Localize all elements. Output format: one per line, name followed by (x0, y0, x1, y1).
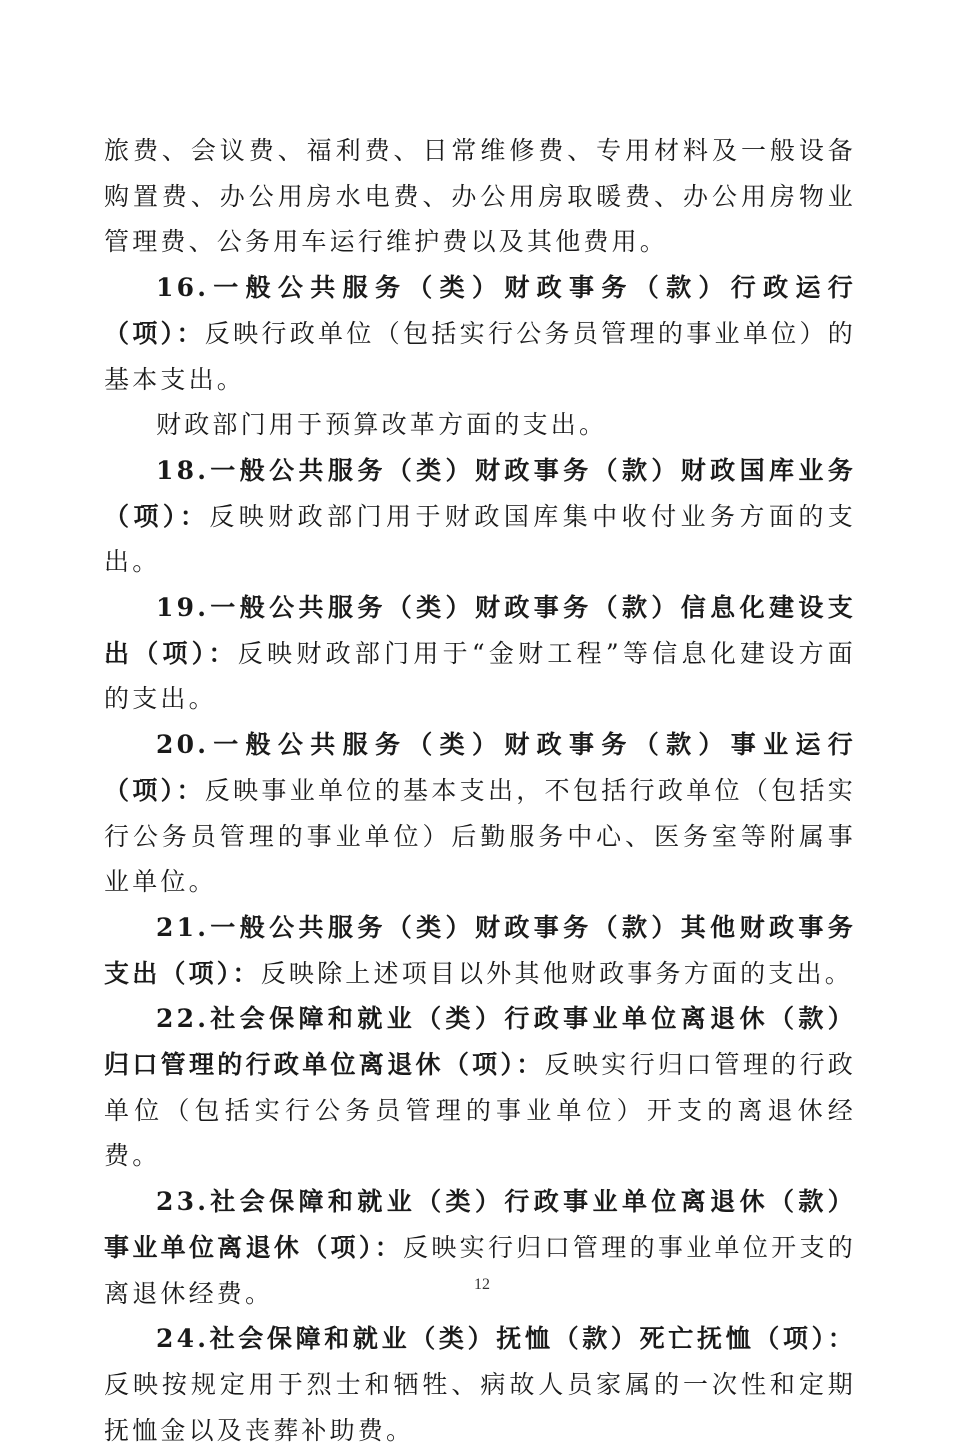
paragraph-lead: 24.社会保障和就业（类）抚恤（款）死亡抚恤（项）： (156, 1324, 856, 1354)
paragraph-text: 反映按规定用于烈士和牺牲、病故人员家属的一次性和定期抚恤金以及丧葬补助费。 (104, 1369, 856, 1445)
paragraph-lead: 22.社会保障和就业（类）行政事业单位离退休（款）归口管理的行政单位离退休（项）： (104, 1004, 856, 1080)
paragraph-item-16 (104, 265, 856, 402)
paragraph-text: 反映事业单位的基本支出，不包括行政单位（包括实行公务员管理的事业单位）后勤服务中心、医务室等附属事业单位。 (104, 775, 856, 897)
paragraph-item-22 (104, 996, 856, 1179)
page-number: 12 (474, 1276, 490, 1293)
paragraph-text: 旅费、会议费、福利费、日常维修费、专用材料及一般设备购置费、办公用房水电费、办公用房取暖费、办公用房物业管理费、公务用车运行维护费以及其他费用。 (104, 136, 856, 257)
document-body (104, 128, 856, 1453)
paragraph-item-21 (104, 905, 856, 996)
paragraph-item-24 (104, 1316, 856, 1453)
paragraph-text: 反映实行归口管理的事业单位开支的离退休经费。 (104, 1232, 857, 1308)
paragraph-lead: 21.一般公共服务（类）财政事务（款）其他财政事务支出（项）： (104, 912, 856, 988)
paragraph-text: 反映行政单位（包括实行公务员管理的事业单位）的基本支出。 (104, 318, 856, 394)
paragraph-text: 反映财政部门用于“金财工程”等信息化建设方面的支出。 (104, 638, 856, 714)
paragraph-text: 反映财政部门用于财政国库集中收付业务方面的支出。 (104, 501, 856, 577)
paragraph-text: 反映除上述项目以外其他财政事务方面的支出。 (260, 958, 853, 988)
paragraph-item-18 (104, 448, 856, 585)
paragraph-text: 反映实行归口管理的行政单位（包括实行公务员管理的事业单位）开支的离退休经费。 (104, 1050, 857, 1171)
paragraph-text: 财政部门用于预算改革方面的支出。 (156, 410, 608, 440)
paragraph-lead: 19.一般公共服务（类）财政事务（款）信息化建设支出（项）： (104, 593, 856, 668)
paragraph-continued-expenses (104, 128, 856, 265)
paragraph-lead: 18.一般公共服务（类）财政事务（款）财政国库业务（项）： (104, 455, 856, 531)
paragraph-budget-reform (104, 402, 856, 448)
paragraph-lead: 20.一般公共服务（类）财政事务（款）事业运行（项）： (104, 730, 856, 805)
paragraph-lead: 23.社会保障和就业（类）行政事业单位离退休（款）事业单位离退休（项）： (104, 1187, 856, 1262)
paragraph-item-19 (104, 585, 856, 722)
paragraph-lead: 16.一般公共服务（类）财政事务（款）行政运行（项）： (104, 273, 856, 348)
paragraph-item-20 (104, 722, 856, 905)
paragraph-item-23 (104, 1179, 856, 1316)
